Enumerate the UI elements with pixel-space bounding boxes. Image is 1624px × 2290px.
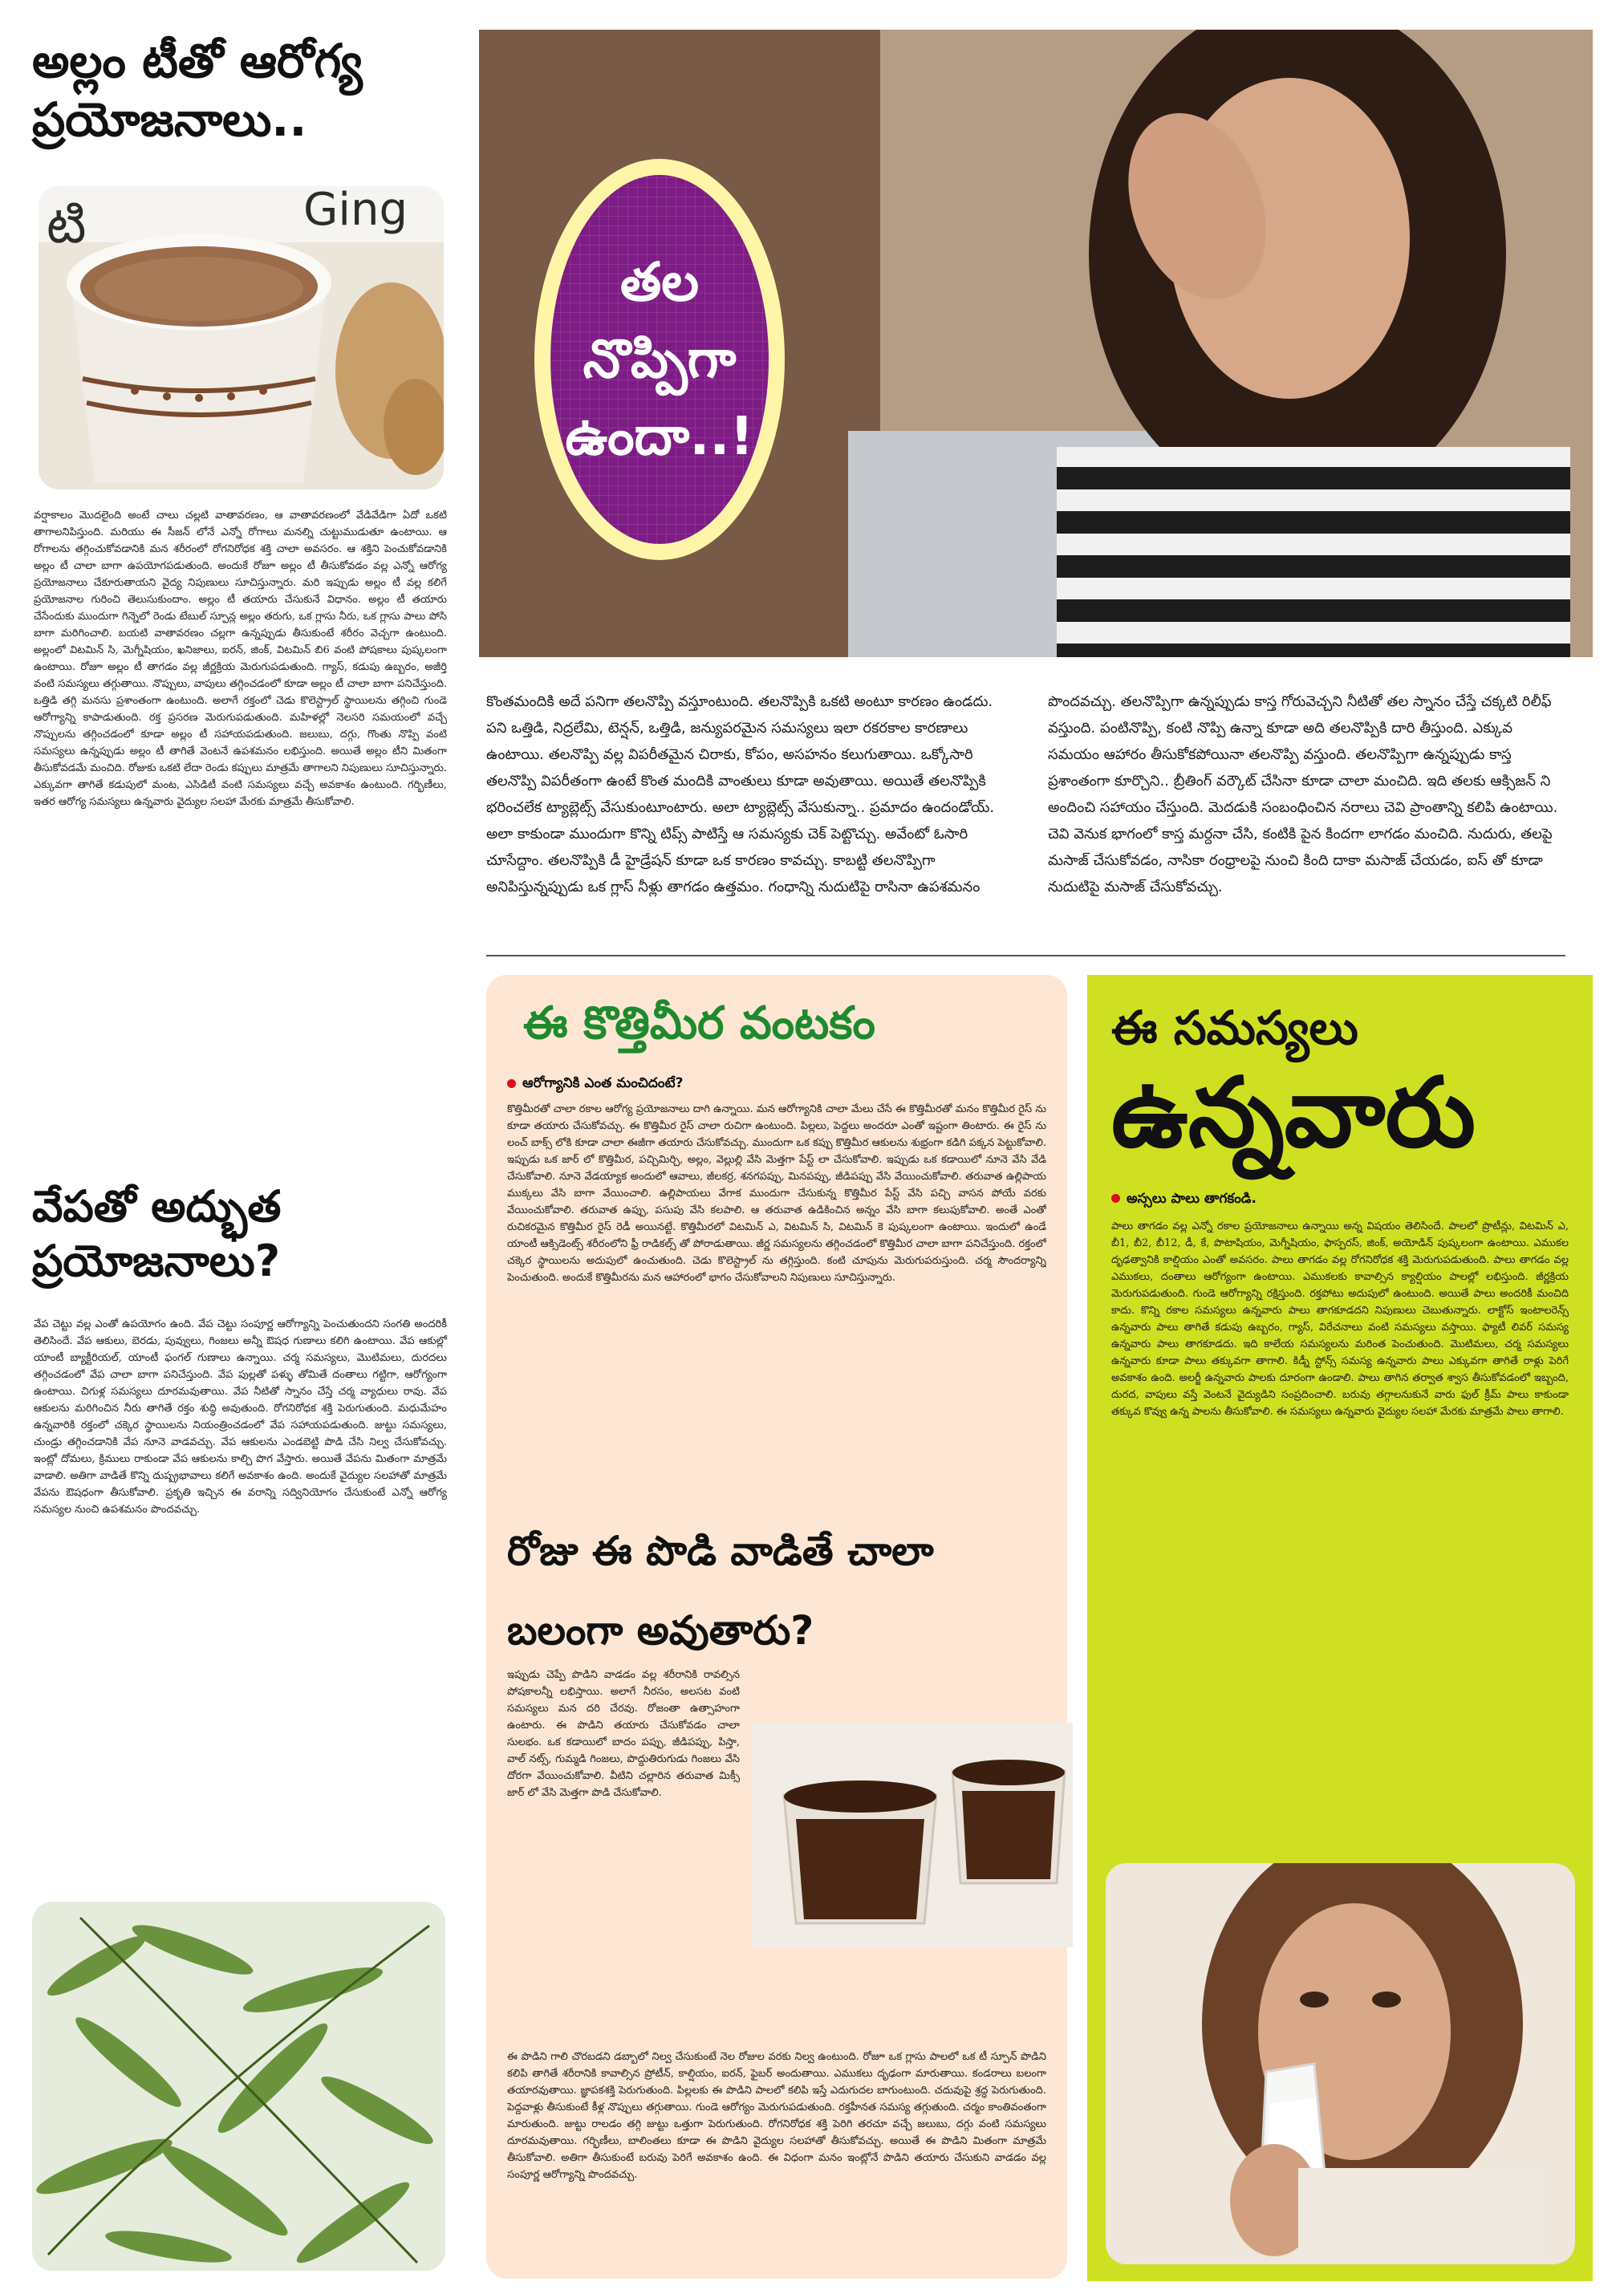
coriander-article: కొత్తిమీరతో చాలా రకాల ఆరోగ్య ప్రయోజనాలు దాగి ఉన్నాయి. మన ఆరోగ్యానికి చాలా మేలు చేసే ఈ కొత్తిమీరతో మనం కొత్తిమీర రైస్ ను కూడా తయారు చేసుకోవచ్చు. ఈ కొత్తిమీర రైస్ చాలా రుచిగా ఉంటుంది. పిల్లలు, పెద్దలు అందరూ ఎంతో ఇష్టంగా తింటారు. ఈ రైస్ ను లంచ్ బాక్స్ లోకి కూడా చాలా ఈజీగా తయారు చేసుకోవచ్చు. ముందుగా ఒక కప్పు కొత్తిమీర ఆకులను శుభ్రంగా కడిగి పక్కన పెట్టుకోవాలి. ఇప్పుడు ఒక జార్ లో కొత్తిమీర, పచ్చిమిర్చి, అల్లం, వెల్లుల్లి వేసి మెత్తగా పేస్ట్ లా చేసుకోవాలి. ఇప్పుడు ఒక కడాయిలో నూనె వేసి వేడి చేసుకోవాలి. నూనె వేడయ్యాక అందులో ఆవాలు, జీలకర్ర, శనగపప్పు, మినపప్పు, జీడిపప్పు వేసి వేయించుకోవాలి. తరువాత ఉల్లిపాయ ముక్కలు వేసి బాగా వేయించాలి. ఉల్లిపాయలు వేగాక ముందుగా చేసుకున్న కొత్తిమీర పేస్ట్ వేసి పచ్చి వాసన పోయే వరకు వేయించుకోవాలి. తరువాత ఉప్పు, పసుపు వేసి కలపాలి. ఆ తరువాత ఉడికించిన అన్నం వేసి బాగా కలుపుకోవాలి. అంతే ఎంతో రుచికరమైన కొత్తిమీర రైస్ రెడీ అయినట్టే. కొత్తిమీరలో విటమిన్ ఎ, విటమిన్ సి, విటమిన్ కె పుష్కలంగా ఉంటాయి. ఇందులో ఉండే యాంటీ ఆక్సిడెంట్స్ శరీరంలోని ఫ్రీ రాడికల్స్ తో పోరాడుతాయి. జీర్ణ సమస్యలను తగ్గించడంలో కొత్తిమీర చాలా బాగా పనిచేస్తుంది. రక్తంలో చక్కెర స్థాయిలను అదుపులో ఉంచుతుంది. చెడు కొలెస్ట్రాల్ ను తగ్గిస్తుంది. కంటి చూపును మెరుగుపరుస్తుంది. చర్మ సౌందర్యాన్ని పెంచుతుంది. అందుకే కొత్తిమీరను మన ఆహారంలో భాగం చేసుకోవాలని నిపుణులు సూచిస్తున్నారు. — [507, 1103, 1046, 1284]
tea-cup-illustration — [39, 186, 444, 489]
coriander-subheading-text: ఆరోగ్యానికి ఎంత మంచిదంటే? — [522, 1075, 684, 1091]
coffee-cups-illustration — [752, 1723, 1073, 1947]
neem-leaves-illustration — [32, 1902, 445, 2271]
powder-headline-line-2: బలంగా అవుతారు? — [507, 1606, 814, 1654]
powder-headline-line-1: రోజు ఈ పొడి వాడితే చాలా — [507, 1528, 934, 1574]
milk-problems-headline-line-2: ఉన్నవారు — [1111, 1057, 1476, 1169]
milk-problems-subheading-text: అస్సలు పాలు తాగకండి. — [1127, 1190, 1257, 1207]
coffee-cups-photo — [752, 1723, 1073, 1947]
photo-label-text: Ging — [303, 186, 408, 236]
headache-badge — [534, 159, 785, 560]
headache-article: కొంతమందికి అదే పనిగా తలనొప్పి వస్తూంటుంది. తలనొప్పికి ఒకటి అంటూ కారణం ఉండదు. పని ఒత్తిడి, నిద్రలేమి, టెన్షన్, ఒత్తిడి, జన్యుపరమైన సమస్యలు ఇలా రకరకాల కారణాలు ఉంటాయి. తలనొప్పి వల్ల విపరీతమైన చిరాకు, కోపం, అసహనం కలుగుతాయి. ఒక్కోసారి తలనొప్పి విపరీతంగా ఉంటే కొంత మందికి వాంతులు కూడా అవుతాయి. అయితే తలనొప్పికి భరించలేక ట్యాబ్లెట్స్ వేసుకుంటూంటారు. అలా ట్యాబ్లెట్స్ వేసుకున్నా.. ప్రమాదం ఉందండోయ్. అలా కాకుండా ముందుగా కొన్ని టిప్స్ పాటిస్తే ఆ సమస్యకు చెక్ పెట్టొచ్చు. అవేంటో ఓసారి చూసేద్దాం. తలనొప్పికి డీ హైడ్రేషన్ కూడా ఒక కారణం కావచ్చు. కాబట్టి తలనొప్పిగా అనిపిస్తున్నప్పుడు ఒక గ్లాస్ నీళ్లు తాగడం ఉత్తమం. గంధాన్ని నుదుటిపై రాసినా ఉపశమనం పొందవచ్చు. తలనొప్పిగా ఉన్నప్పుడు కాస్త గోరువెచ్చని నీటితో తల స్నానం చేస్తే చక్కటి రిలీఫ్ వస్తుంది. పంటినొప్పి, కంటి నొప్పి ఉన్నా కూడా అది తలనొప్పికి దారి తీస్తుంది. ఎక్కువ సమయం ఆహారం తీసుకోకపోయినా తలనొప్పి వస్తుంది. తలనొప్పిగా ఉన్నప్పుడు కాస్త ప్రశాంతంగా కూర్చొని.. బ్రీతింగ్ వర్కౌట్ చేసినా కూడా చాలా మంచిది. ఇది తలకు ఆక్సిజన్ ని అందించి సహాయం చేస్తుంది. మెదడుకి సంబంధించిన నరాలు చెవి ప్రాంతాన్ని కలిపి ఉంటాయి. చెవి వెనుక భాగంలో కాస్త మర్దనా చేసి, కంటికి పైన కిందగా లాగడం మంచిది. నుదురు, తలపై మసాజ్ చేసుకోవడం, నాసికా రంధ్రాలపై నుంచి కింది దాకా మసాజ్ చేయడం, ఐస్ తో కూడా నుదుటిపై మసాజ్ చేసుకోవచ్చు. — [486, 693, 1558, 895]
milk-problems-subheading — [1111, 1191, 1569, 1210]
neem-headline: వేపతో అద్భుత ప్రయోజనాలు? — [32, 1181, 282, 1286]
bullet-icon — [507, 1079, 516, 1088]
section-divider — [486, 955, 1565, 956]
badge-line-1: తల — [619, 251, 700, 313]
coriander-panel — [486, 975, 1067, 2279]
bullet-icon — [1111, 1194, 1120, 1203]
powder-intro-block — [507, 1667, 1046, 2044]
neem-article: వేప చెట్టు వల్ల ఎంతో ఉపయోగం ఉంది. వేప చెట్టు సంపూర్ణ ఆరోగ్యాన్ని పెంచుతుందని సంగతి అందరికీ తెలిసిందే. వేప ఆకులు, బెరడు, పువ్వులు, గింజలు అన్నీ ఔషధ గుణాలు కలిగి ఉంటాయి. వేప ఆకుల్లో యాంటీ బ్యాక్టీరియల్, యాంటీ ఫంగల్ గుణాలు ఉన్నాయి. చర్మ సమస్యలు, మొటిమలు, దురదలు తగ్గించడంలో వేప చాలా బాగా పనిచేస్తుంది. వేప పుల్లతో పళ్ళు తోమితే దంతాలు గట్టిగా, ఆరోగ్యంగా ఉంటాయి. చిగుళ్ల సమస్యలు దూరమవుతాయి. వేప నీటితో స్నానం చేస్తే చర్మ వ్యాధులు రావు. వేప ఆకులను మరిగించిన నీరు తాగితే రక్తం శుద్ధి అవుతుంది. రోగనిరోధక శక్తి పెరుగుతుంది. మధుమేహం ఉన్నవారికి రక్తంలో చక్కెర స్థాయిలను నియంత్రించడంలో వేప సహాయపడుతుంది. జుట్టు సమస్యలు, చుండ్రు తగ్గించడానికి వేప నూనె వాడవచ్చు. వేప ఆకులను ఎండబెట్టి పొడి చేసి నిల్వ చేసుకోవచ్చు. ఇంట్లో దోమలు, క్రిములు రాకుండా వేప ఆకులను కాల్చి పొగ వేస్తారు. అయితే వేపను మితంగా మాత్రమే వాడాలి. అతిగా వాడితే కొన్ని దుష్ప్రభావాలు కలిగే అవకాశం ఉంది. అందుకే వైద్యుల సలహాతో మాత్రమే వేపను ఔషధంగా తీసుకోవాలి. ప్రకృతి ఇచ్చిన ఈ వరాన్ని సద్వినియోగం చేసుకుంటే ఎన్నో ఆరోగ్య సమస్యల నుంచి ఉపశమనం పొందవచ్చు. — [34, 1318, 447, 1516]
ginger-tea-photo — [39, 186, 444, 489]
badge-line-2: నొప్పిగా — [583, 328, 737, 390]
powder-article: ఈ పొడిని గాలి చొరబడని డబ్బాలో నిల్వ చేసుకుంటే నెల రోజుల వరకు నిల్వ ఉంటుంది. రోజూ ఒక గ్లాసు పాలలో ఒక టీ స్పూన్ పొడిని కలిపి తాగితే శరీరానికి కావాల్సిన ప్రోటీన్, కాల్షియం, ఐరన్, ఫైబర్ అందుతాయి. ఎముకలు దృఢంగా మారుతాయి. కండరాలు బలంగా తయారవుతాయి. జ్ఞాపకశక్తి పెరుగుతుంది. పిల్లలకు ఈ పొడిని పాలలో కలిపి ఇస్తే ఎదుగుదల బాగుంటుంది. చదువుపై శ్రద్ధ పెరుగుతుంది. పెద్దవాళ్లు తీసుకుంటే కీళ్ల నొప్పులు తగ్గుతాయి. గుండె ఆరోగ్యం మెరుగుపడుతుంది. రక్తహీనత సమస్య తగ్గుతుంది. చర్మం కాంతివంతంగా మారుతుంది. జుట్టు రాలడం తగ్గి జుట్టు ఒత్తుగా పెరుగుతుంది. రోగనిరోధక శక్తి పెరిగి తరచూ వచ్చే జలుబు, దగ్గు వంటి సమస్యలు దూరమవుతాయి. గర్భిణీలు, బాలింతలు కూడా ఈ పొడిని వైద్యుల సలహాతో తీసుకోవచ్చు. అయితే ఈ పొడిని మితంగా మాత్రమే తీసుకోవాలి. అతిగా తీసుకుంటే బరువు పెరిగే అవకాశం ఉంది. ఈ విధంగా మనం ఇంట్లోనే పొడిని తయారు చేసుకుని వాడడం వల్ల సంపూర్ణ ఆరోగ్యాన్ని పొందవచ్చు. — [507, 2051, 1046, 2181]
coriander-subheading — [507, 1075, 1046, 1094]
badge-line-3: ఉందా..! — [565, 405, 754, 467]
headache-badge-inner — [550, 175, 769, 544]
woman-drinking-milk-photo — [1106, 1863, 1575, 2264]
drinking-milk-illustration — [1106, 1863, 1575, 2264]
coriander-headline: ఈ కొత్తిమీర వంటకం — [523, 997, 875, 1050]
photo-partial-glyph: టి — [47, 196, 87, 255]
ginger-tea-article: వర్షాకాలం మొదలైంది అంటే చాలు చల్లటి వాతావరణం, ఆ వాతావరణంలో వేడివేడిగా ఏదో ఒకటి తాగాలనిపిస్తుంది. మరియు ఈ సీజన్ లోనే ఎన్నో రోగాలు మనల్ని చుట్టుముడుతూ ఉంటాయి. ఆ రోగాలను తగ్గించుకోవడానికి మన శరీరంలో రోగనిరోధక శక్తి చాలా అవసరం. ఆ శక్తిని పెంచుకోవడానికి అల్లం టీ చాలా బాగా ఉపయోగపడుతుంది. అందుకే రోజూ అల్లం టీ తీసుకోవడం వల్ల ఎన్నో ఆరోగ్య ప్రయోజనాలు చేకూరుతాయని వైద్య నిపుణులు సూచిస్తున్నారు. మరి ఇప్పుడు అల్లం టీ వల్ల కలిగే ప్రయోజనాల గురించి తెలుసుకుందాం. అల్లం టీ తయారు చేసుకునే విధానం. అల్లం టీ తయారు చేసేందుకు ముందుగా గిన్నెలో రెండు టేబుల్ స్పూన్ల అల్లం తరుగు, ఒక గ్లాసు నీరు, ఒక గ్లాసు పాలు పోసి బాగా మరిగించాలి. బయటి వాతావరణం చల్లగా ఉన్నప్పుడు తీసుకుంటే శరీరం వెచ్చగా ఉంటుంది. అల్లంలో విటమిన్ సి, మెగ్నీషియం, ఖనిజాలు, ఐరన్, జింక్, విటమిన్ బి6 వంటి పోషకాలు పుష్కలంగా ఉంటాయి. రోజూ అల్లం టీ తాగడం వల్ల జీర్ణక్రియ మెరుగుపడుతుంది. గ్యాస్, కడుపు ఉబ్బరం, అజీర్తి వంటి సమస్యలు తగ్గుతాయి. నొప్పులు, వాపులు తగ్గించడంలో కూడా అల్లం టీ చాలా బాగా పనిచేస్తుంది. ఒత్తిడి తగ్గి మనసు ప్రశాంతంగా ఉంటుంది. అలాగే రక్తంలో చెడు కొలెస్ట్రాల్ స్థాయిలను తగ్గించి గుండె ఆరోగ్యాన్ని కాపాడుతుంది. రక్త ప్రసరణ మెరుగుపడుతుంది. మహిళల్లో నెలసరి సమయంలో వచ్చే నొప్పులను తగ్గించడంలో కూడా అల్లం టీ సహాయపడుతుంది. జలుబు, దగ్గు, గొంతు నొప్పి వంటి సమస్యలు ఉన్నప్పుడు అల్లం టీ తాగితే వెంటనే ఉపశమనం లభిస్తుంది. అయితే అల్లం టీని మితంగా తీసుకోవడమే మంచిది. రోజుకు ఒకటి లేదా రెండు కప్పులు మాత్రమే తాగాలని నిపుణులు సూచిస్తున్నారు. ఎక్కువగా తాగితే కడుపులో మంట, ఎసిడిటీ వంటి సమస్యలు వచ్చే అవకాశం ఉంటుంది. గర్భిణీలు, ఇతర ఆరోగ్య సమస్యలు ఉన్నవారు వైద్యుల సలహా మేరకు మాత్రమే తీసుకోవాలి. — [34, 510, 447, 808]
ginger-tea-headline: అల్లం టీతో ఆరోగ్య ప్రయోజనాలు.. — [32, 34, 363, 147]
milk-problems-headline-line-1: ఈ సమస్యలు — [1111, 1001, 1358, 1055]
milk-problems-article: పాలు తాగడం వల్ల ఎన్నో రకాల ప్రయోజనాలు ఉన్నాయి అన్న విషయం తెలిసిందే. పాలలో ప్రొటీన్లు, విటమిన్ ఎ, బీ1, బీ2, బీ12, డీ, కే, పొటాషియం, మెగ్నీషియం, ఫాస్పరస్, జింక్, అయోడిన్ పుష్కలంగా ఉంటాయి. ఎముకల దృఢత్వానికి కాల్షియం ఎంతో అవసరం. పాలు తాగడం వల్ల రోగనిరోధక శక్తి మెరుగుపడుతుంది. పాలు తాగడం వల్ల ఎముకలు, దంతాలు ఆరోగ్యంగా ఉంటాయి. ఎముకలకు కావాల్సిన క్యాల్షియం పాలల్లో లభిస్తుంది. జీర్ణక్రియ మెరుగుపడుతుంది. గుండె ఆరోగ్యాన్ని రక్షిస్తుంది. రక్తపోటు అదుపులో ఉంటుంది. అయితే పాలు అందరికీ మంచిది కాదు. కొన్ని రకాల సమస్యలు ఉన్నవారు పాలు తాగకూడదని నిపుణులు చెబుతున్నారు. లాక్టోస్ ఇంటాలరెన్స్ ఉన్నవారు పాలు తాగితే కడుపు ఉబ్బరం, గ్యాస్, విరేచనాలు వంటి సమస్యలు వస్తాయి. ఫ్యాటీ లివర్ సమస్య ఉన్నవారు పాలు తాగకూడదు. ఇది కాలేయ సమస్యలను మరింత పెంచుతుంది. మొటిమలు, చర్మ సమస్యలు ఉన్నవారు కూడా పాలు తక్కువగా తాగాలి. కిడ్నీ స్టోన్స్ సమస్య ఉన్నవారు పాలు ఎక్కువగా తాగితే రాళ్లు పెరిగే అవకాశం ఉంది. అలర్జీ ఉన్నవారు పాలకు దూరంగా ఉండాలి. పాలు తాగిన తర్వాత శ్వాస తీసుకోవడంలో ఇబ్బంది, దురద, వాపులు వస్తే వెంటనే వైద్యుడిని సంప్రదించాలి. బరువు తగ్గాలనుకునే వారు ఫుల్ క్రీమ్ పాలు కాకుండా తక్కువ కొవ్వు ఉన్న పాలను తీసుకోవాలి. ఈ సమస్యలు ఉన్నవారు వైద్యుల సలహా మేరకు మాత్రమే పాలు తాగాలి. — [1111, 1220, 1569, 1418]
neem-leaves-photo — [32, 1902, 445, 2271]
powder-intro-paragraph: ఇప్పుడు చెప్పే పొడిని వాడడం వల్ల శరీరానికి రావల్సిన పోషకాలన్నీ లభిస్తాయి. అలాగే నీరసం, అలసట వంటి సమస్యలు మన దరి చేరవు. రోజంతా ఉత్సాహంగా ఉంటారు. ఈ పొడిని తయారు చేసుకోవడం చాలా సులభం. ఒక కడాయిలో బాదం పప్పు, జీడిపప్పు, పిస్తా, వాల్ నట్స్, గుమ్మడి గింజలు, పొద్దుతిరుగుడు గింజలు వేసి దోరగా వేయించుకోవాలి. వీటిని చల్లారిన తరువాత మిక్సీ జార్ లో వేసి మెత్తగా పొడి చేసుకోవాలి. — [507, 1669, 740, 1799]
